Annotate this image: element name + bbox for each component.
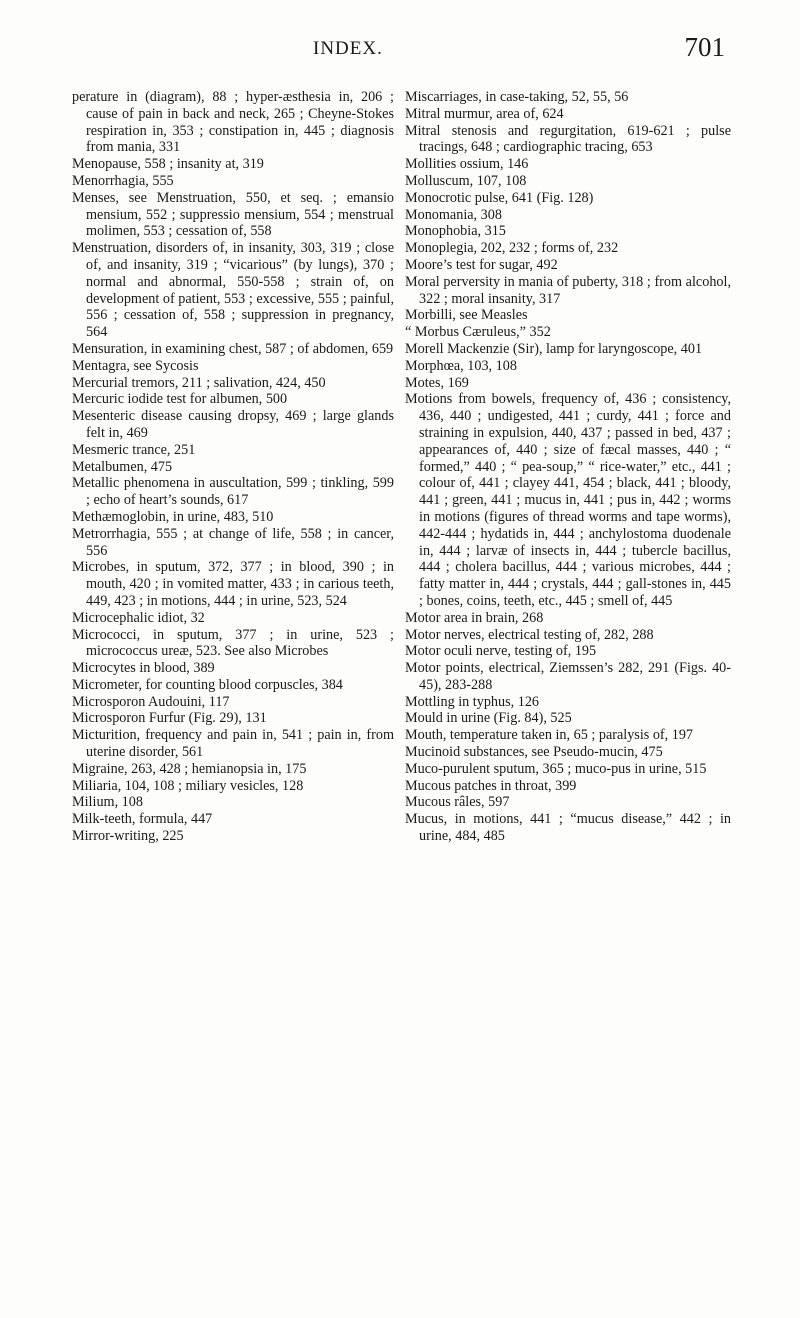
index-entry: Menopause, 558 ; insanity at, 319 [72, 156, 264, 173]
index-entry: Menstruation, disorders of, in insanity, 303, 319 ; close of, and insanity, 319 ; “vicarious” (by lungs), 370 ; normal and abnormal, 550-558 ; strain of, on development of patient, 553 ; excessive, 555 ; painful, 556 ; cessation of, 558 ; suppression in pregnancy, 564 [72, 240, 394, 341]
index-entry: perature in (diagram), 88 ; hyper-æsthesia in, 206 ; cause of pain in back and neck, 265 ; Cheyne-Stokes respiration in, 353 ; constipation in, 445 ; diagnosis from mania, 331 [72, 89, 394, 156]
index-entry: Metallic phenomena in auscultation, 599 ; tinkling, 599 ; echo of heart’s sounds, 617 [72, 475, 394, 509]
index-entry: Motions from bowels, frequency of, 436 ; consistency, 436, 440 ; undigested, 441 ; curdy, 441 ; force and straining in expulsion, 440, 437 ; passed in bed, 437 ; appearances of, 440 ; size of fæcal masses, 440 ; “ formed,” 440 ; “ pea-soup,” “ rice-water,” etc., 441 ; colour of, 441 ; clayey 441, 454 ; black, 441 ; bloody, 441 ; green, 441 ; mucus in, 441 ; pus in, 442 ; worms in motions (figures of thread worms and tape worms), 442-444 ; hydatids in, 444 ; anchylostoma duodenale in, 444 ; larvæ of insects in, 444 ; tubercle bacillus, 444 ; cholera bacillus, 444 ; various microbes, 444 ; fatty matter in, 444 ; crystals, 444 ; gall-stones in, 445 ; bones, coins, teeth, etc., 445 ; smell of, 445 [405, 391, 731, 609]
index-entry: Morbilli, see Measles [405, 307, 528, 324]
index-entry: Microsporon Furfur (Fig. 29), 131 [72, 710, 267, 727]
index-entry: Milk-teeth, formula, 447 [72, 811, 213, 828]
index-entry: Mucus, in motions, 441 ; “mucus disease,” 442 ; in urine, 484, 485 [405, 811, 731, 845]
index-entry: Motes, 169 [405, 374, 469, 391]
index-entry: Microbes, in sputum, 372, 377 ; in blood, 390 ; in mouth, 420 ; in vomited matter, 433 ; in carious teeth, 449, 423 ; in motions, 444 ; in urine, 523, 524 [72, 559, 394, 609]
index-entry: Migraine, 263, 428 ; hemianopsia in, 175 [72, 760, 307, 777]
index-entry: Metrorrhagia, 555 ; at change of life, 558 ; in cancer, 556 [72, 525, 394, 559]
index-entry: Microsporon Audouini, 117 [72, 693, 230, 710]
index-entry: Menorrhagia, 555 [72, 172, 174, 189]
index-entry: Monomania, 308 [405, 206, 502, 223]
index-entry: Molluscum, 107, 108 [405, 172, 527, 189]
index-entry: Mesmeric trance, 251 [72, 441, 196, 458]
index-entry: Mercurial tremors, 211 ; salivation, 424, 450 [72, 374, 326, 391]
index-entry: Monoplegia, 202, 232 ; forms of, 232 [405, 240, 619, 257]
index-entry: Mitral murmur, area of, 624 [405, 105, 564, 122]
index-entry: Motor points, electrical, Ziemssen’s 282, 291 (Figs. 40-45), 283-288 [405, 660, 731, 693]
index-entry: Mollities ossium, 146 [405, 156, 529, 173]
index-entry: Moral perversity in mania of puberty, 318 ; from alcohol, 322 ; moral insanity, 317 [405, 273, 731, 307]
index-entry: Mercuric iodide test for albumen, 500 [72, 391, 288, 408]
index-entry: Motor area in brain, 268 [405, 609, 544, 626]
index-entry: Mesenteric disease causing dropsy, 469 ; large glands felt in, 469 [72, 408, 394, 441]
index-entry: Mottling in typhus, 126 [405, 693, 540, 710]
index-entry: Morell Mackenzie (Sir), lamp for laryngoscope, 401 [405, 340, 703, 357]
index-entry: Methæmoglobin, in urine, 483, 510 [72, 508, 274, 525]
running-title: INDEX. [313, 38, 383, 59]
index-entry: Monocrotic pulse, 641 (Fig. 128) [405, 189, 594, 206]
index-entry: Miscarriages, in case-taking, 52, 55, 56 [405, 89, 629, 105]
index-entry: Mentagra, see Sycosis [72, 357, 199, 374]
index-column-left [72, 89, 394, 845]
index-entry: Milium, 108 [72, 794, 143, 811]
index-entry: Microcephalic idiot, 32 [72, 609, 205, 626]
index-entry: Mitral stenosis and regurgitation, 619-621 ; pulse tracings, 648 ; cardiographic tracing, 653 [405, 122, 731, 156]
page-header [205, 32, 725, 72]
index-entry: Micrococci, in sputum, 377 ; in urine, 523 ; micrococcus ureæ, 523. See also Microbes [72, 626, 394, 660]
index-entry: “ Morbus Cæruleus,” 352 [405, 324, 551, 341]
index-entry: Mould in urine (Fig. 84), 525 [405, 710, 572, 727]
index-entry: Mucinoid substances, see Pseudo-mucin, 475 [405, 744, 663, 761]
index-entry: Muco-purulent sputum, 365 ; muco-pus in urine, 515 [405, 760, 707, 777]
index-entry: Micrometer, for counting blood corpuscles, 384 [72, 676, 343, 693]
index-entry: Moore’s test for sugar, 492 [405, 256, 558, 273]
page-number: 701 [684, 32, 725, 62]
index-entry: Micturition, frequency and pain in, 541 ; pain in, from uterine disorder, 561 [72, 727, 394, 761]
index-column-right [405, 89, 731, 845]
index-entry: Menses, see Menstruation, 550, et seq. ; emansio mensium, 552 ; suppressio mensium, 554 ; menstrual molimen, 553 ; cessation of, 558 [72, 189, 394, 240]
index-entry: Motor oculi nerve, testing of, 195 [405, 643, 597, 660]
index-entry: Mucous râles, 597 [405, 794, 510, 811]
index-entry: Mensuration, in examining chest, 587 ; of abdomen, 659 [72, 340, 394, 357]
index-entry: Mirror-writing, 225 [72, 828, 184, 845]
index-entry: Motor nerves, electrical testing of, 282, 288 [405, 626, 654, 643]
index-entry: Mouth, temperature taken in, 65 ; paralysis of, 197 [405, 727, 694, 744]
index-entry: Morphœa, 103, 108 [405, 357, 517, 374]
index-entry: Microcytes in blood, 389 [72, 660, 215, 677]
index-entry: Mucous patches in throat, 399 [405, 777, 577, 794]
index-entry: Metalbumen, 475 [72, 458, 173, 475]
index-entry: Miliaria, 104, 108 ; miliary vesicles, 128 [72, 777, 304, 794]
index-entry: Monophobia, 315 [405, 223, 506, 240]
